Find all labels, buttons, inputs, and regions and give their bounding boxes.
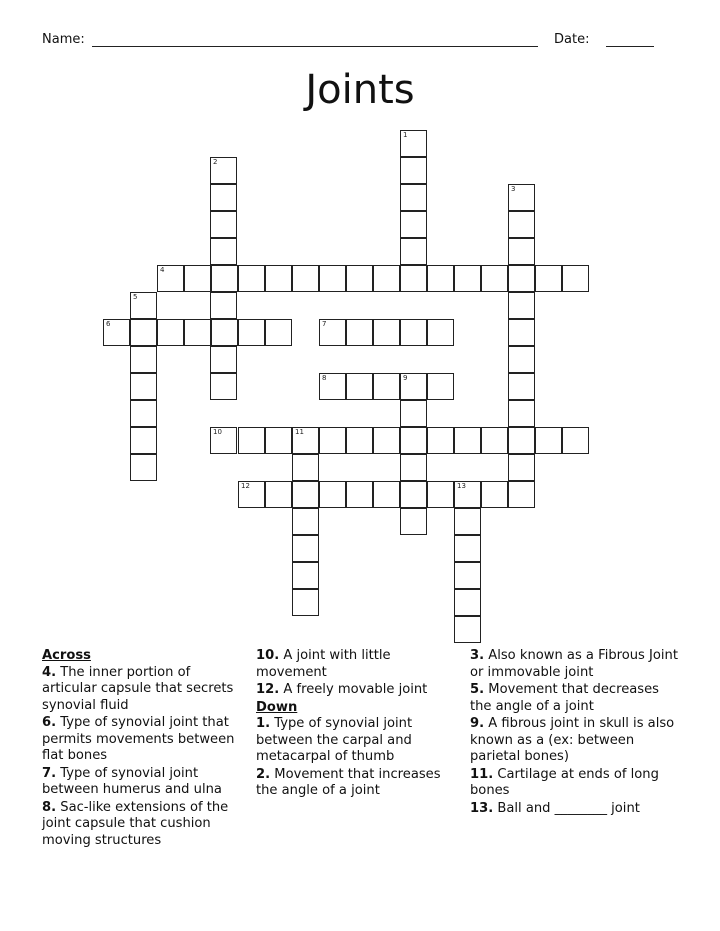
grid-cell[interactable] — [157, 319, 184, 346]
grid-cell[interactable] — [508, 481, 535, 508]
grid-cell[interactable] — [427, 265, 454, 292]
name-label: Name: — [42, 32, 85, 47]
grid-cell[interactable] — [238, 481, 265, 508]
grid-cell[interactable] — [400, 427, 427, 454]
clue-number: 9 — [403, 374, 408, 382]
clues-column-1 — [42, 648, 247, 850]
grid-cell[interactable] — [373, 319, 400, 346]
grid-cell[interactable] — [400, 184, 427, 211]
grid-cell[interactable] — [210, 238, 237, 265]
grid-cell[interactable] — [400, 454, 427, 481]
grid-cell[interactable] — [481, 265, 508, 292]
grid-cell[interactable] — [184, 265, 211, 292]
clues-column-3 — [470, 648, 680, 818]
grid-cell[interactable] — [454, 508, 481, 535]
clue-down-9: 9. A fibrous joint in skull is also known as a (ex: between parietal bones) — [470, 716, 675, 764]
grid-cell[interactable] — [292, 589, 319, 616]
grid-cell[interactable] — [346, 373, 373, 400]
grid-cell[interactable] — [210, 427, 237, 454]
clue-number: 6 — [106, 320, 111, 328]
grid-cell[interactable] — [184, 319, 211, 346]
clue-number: 4 — [160, 266, 165, 274]
grid-cell[interactable] — [400, 400, 427, 427]
grid-cell[interactable] — [562, 265, 589, 292]
clue-down-13: 13. Ball and ________ joint — [470, 800, 640, 816]
grid-cell[interactable] — [454, 265, 481, 292]
grid-cell[interactable] — [400, 211, 427, 238]
grid-cell[interactable] — [481, 481, 508, 508]
grid-cell[interactable] — [210, 184, 237, 211]
grid-cell[interactable] — [454, 481, 481, 508]
grid-cell[interactable] — [130, 346, 157, 373]
clue-across-10: 10. A joint with little movement — [256, 648, 391, 680]
grid-cell[interactable] — [210, 211, 237, 238]
clue-number: 2 — [213, 158, 218, 166]
clue-across-6: 6. Type of synovial joint that permits movements between flat bones — [42, 715, 235, 763]
clue-across-4: 4. The inner portion of articular capsule that secrets synovial fluid — [42, 664, 234, 713]
grid-cell[interactable] — [346, 427, 373, 454]
clue-number: 8 — [322, 374, 327, 382]
grid-cell[interactable] — [508, 265, 535, 292]
grid-cell[interactable] — [238, 265, 265, 292]
grid-cell[interactable] — [454, 589, 481, 616]
grid-cell[interactable] — [210, 373, 237, 400]
grid-cell[interactable] — [508, 238, 535, 265]
grid-cell[interactable] — [508, 427, 535, 454]
grid-cell[interactable] — [508, 400, 535, 427]
grid-cell[interactable] — [130, 400, 157, 427]
grid-cell[interactable] — [535, 265, 562, 292]
grid-cell[interactable] — [346, 319, 373, 346]
grid-cell[interactable] — [130, 427, 157, 454]
page-title: Joints — [305, 67, 415, 113]
clue-number: 5 — [133, 293, 138, 301]
grid-cell[interactable] — [265, 319, 292, 346]
grid-cell[interactable] — [400, 265, 427, 292]
clue-number: 10 — [213, 428, 222, 436]
grid-cell[interactable] — [427, 481, 454, 508]
clue-number: 12 — [241, 482, 250, 490]
grid-cell[interactable] — [400, 130, 427, 157]
clue-number: 3 — [511, 185, 516, 193]
grid-cell[interactable] — [292, 454, 319, 481]
grid-cell[interactable] — [508, 292, 535, 319]
grid-cell[interactable] — [373, 427, 400, 454]
grid-cell[interactable] — [319, 265, 346, 292]
grid-cell[interactable] — [130, 292, 157, 319]
grid-cell[interactable] — [427, 427, 454, 454]
grid-cell[interactable] — [210, 292, 237, 319]
clue-down-2: 2. Movement that increases the angle of a joint — [256, 766, 441, 798]
grid-cell[interactable] — [427, 319, 454, 346]
grid-cell[interactable] — [562, 427, 589, 454]
grid-cell[interactable] — [292, 265, 319, 292]
grid-cell[interactable] — [508, 319, 535, 346]
grid-cell[interactable] — [454, 616, 481, 643]
grid-cell[interactable] — [346, 265, 373, 292]
grid-cell[interactable] — [265, 481, 292, 508]
down-heading: Down — [256, 699, 298, 715]
clue-down-1: 1. Type of synovial joint between the carpal and metacarpal of thumb — [256, 716, 413, 764]
grid-cell[interactable] — [319, 319, 346, 346]
grid-cell[interactable] — [508, 184, 535, 211]
across-heading: Across — [42, 648, 91, 663]
grid-cell[interactable] — [319, 427, 346, 454]
grid-cell[interactable] — [130, 319, 157, 346]
grid-cell[interactable] — [481, 427, 508, 454]
date-label: Date: — [554, 32, 590, 47]
clue-number: 11 — [295, 428, 304, 436]
grid-cell[interactable] — [319, 373, 346, 400]
clue-number: 1 — [403, 131, 408, 139]
grid-cell[interactable] — [508, 454, 535, 481]
grid-cell[interactable] — [265, 427, 292, 454]
clue-number: 7 — [322, 320, 327, 328]
grid-cell[interactable] — [400, 508, 427, 535]
clue-down-3: 3. Also known as a Fibrous Joint or immovable joint — [470, 648, 678, 680]
grid-cell[interactable] — [238, 319, 265, 346]
grid-cell[interactable] — [373, 373, 400, 400]
clue-across-12: 12. A freely movable joint — [256, 682, 428, 697]
grid-cell[interactable] — [292, 481, 319, 508]
grid-cell[interactable] — [292, 562, 319, 589]
grid-cell[interactable] — [400, 238, 427, 265]
grid-cell[interactable] — [292, 427, 319, 454]
grid-cell[interactable] — [292, 535, 319, 562]
grid-cell[interactable] — [130, 454, 157, 481]
grid-cell[interactable] — [508, 373, 535, 400]
grid-cell[interactable] — [346, 481, 373, 508]
grid-cell[interactable] — [265, 265, 292, 292]
grid-cell[interactable] — [103, 319, 130, 346]
grid-cell[interactable] — [535, 427, 562, 454]
grid-cell[interactable] — [400, 481, 427, 508]
grid-cell[interactable] — [427, 373, 454, 400]
grid-cell[interactable] — [373, 481, 400, 508]
grid-cell[interactable] — [210, 346, 237, 373]
grid-cell[interactable] — [454, 535, 481, 562]
grid-cell[interactable] — [157, 265, 184, 292]
clue-across-7: 7. Type of synovial joint between humerus and ulna — [42, 765, 222, 797]
grid-cell[interactable] — [211, 265, 238, 292]
clue-number: 13 — [457, 482, 466, 490]
grid-cell[interactable] — [292, 508, 319, 535]
clue-down-5: 5. Movement that decreases the angle of a joint — [470, 682, 659, 714]
grid-cell[interactable] — [508, 211, 535, 238]
grid-cell[interactable] — [400, 319, 427, 346]
grid-cell[interactable] — [400, 373, 427, 400]
grid-cell[interactable] — [211, 319, 238, 346]
grid-cell[interactable] — [319, 481, 346, 508]
clue-down-11: 11. Cartilage at ends of long bones — [470, 766, 659, 798]
grid-cell[interactable] — [400, 157, 427, 184]
clue-across-8: 8. Sac-like extensions of the joint capsule that cushion moving structures — [42, 799, 229, 848]
grid-cell[interactable] — [454, 427, 481, 454]
grid-cell[interactable] — [130, 373, 157, 400]
grid-cell[interactable] — [454, 562, 481, 589]
grid-cell[interactable] — [508, 346, 535, 373]
clues-column-2 — [256, 648, 456, 801]
grid-cell[interactable] — [373, 265, 400, 292]
grid-cell[interactable] — [210, 157, 237, 184]
grid-cell[interactable] — [238, 427, 265, 454]
